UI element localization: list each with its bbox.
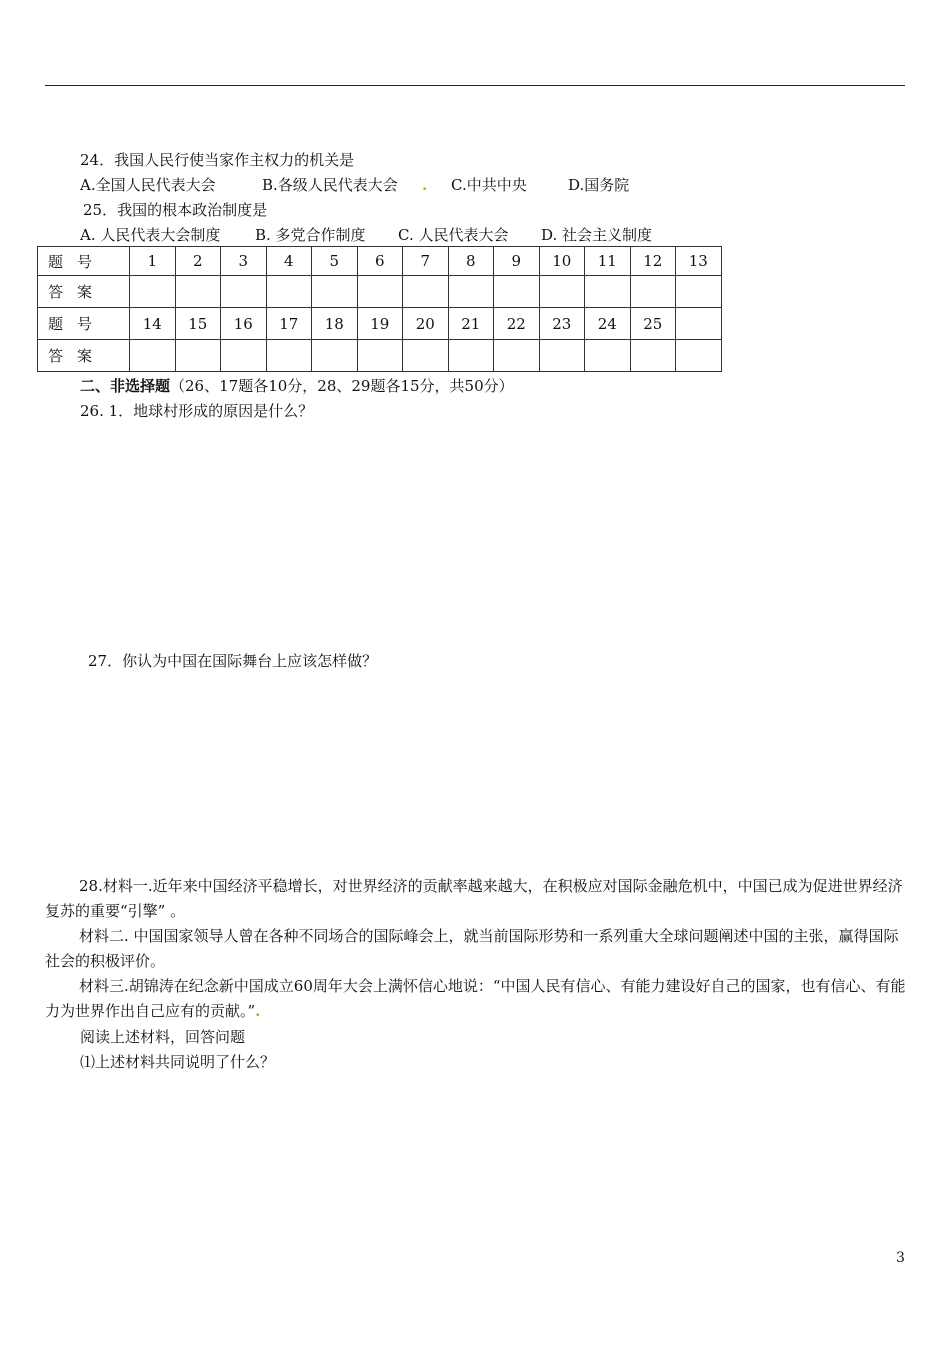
question-number-cell: 14	[130, 308, 176, 340]
question-number-cell: 18	[312, 308, 358, 340]
answer-cell[interactable]	[676, 276, 722, 308]
answer-cell[interactable]	[448, 276, 494, 308]
question-27: 27．你认为中国在国际舞台上应该怎样做？	[88, 652, 378, 670]
question-24-stem: 24．我国人民行使当家作主权力的机关是	[80, 151, 355, 169]
answer-cell[interactable]	[312, 340, 358, 372]
question-number-cell: 24	[585, 308, 631, 340]
question-28-instruction: 阅读上述材料，回答问题	[80, 1028, 246, 1046]
question-number-cell: 6	[357, 247, 403, 276]
question-28-material-1: 28.材料一.近年来中国经济平稳增长，对世界经济的贡献率越来越大，在积极应对国际金融危机中，中国已成为促进世界经济复苏的重要“引擎” 。	[45, 877, 903, 920]
table-row	[38, 340, 722, 372]
question-number-cell: 7	[403, 247, 449, 276]
answer-cell[interactable]	[494, 276, 540, 308]
question-25-option-a: A. 人民代表大会制度	[80, 226, 221, 244]
question-number-cell: 11	[585, 247, 631, 276]
question-24-option-d: D.国务院	[568, 176, 630, 194]
question-number-cell: 21	[448, 308, 494, 340]
question-number-cell	[676, 308, 722, 340]
answer-cell[interactable]	[175, 276, 221, 308]
answer-cell[interactable]	[266, 276, 312, 308]
answer-cell[interactable]	[448, 340, 494, 372]
question-25-stem: 25．我国的根本政治制度是	[83, 201, 268, 219]
question-28-sub-1: ⑴上述材料共同说明了什么？	[80, 1053, 276, 1071]
question-number-cell: 3	[221, 247, 267, 276]
answer-cell[interactable]	[312, 276, 358, 308]
table-row	[38, 308, 722, 340]
answer-cell[interactable]	[130, 340, 176, 372]
question-number-cell: 9	[494, 247, 540, 276]
stray-dot: .	[255, 1002, 261, 1020]
answer-cell[interactable]	[130, 276, 176, 308]
question-number-cell: 23	[539, 308, 585, 340]
answer-cell[interactable]	[357, 340, 403, 372]
question-number-cell: 13	[676, 247, 722, 276]
question-24-option-a: A.全国人民代表大会	[80, 176, 216, 194]
question-25-option-b: B. 多党合作制度	[255, 226, 366, 244]
question-number-cell: 8	[448, 247, 494, 276]
answer-cell[interactable]	[403, 340, 449, 372]
section-2-note: （26、17题各10分，28、29题各15分，共50分）	[170, 377, 514, 395]
question-number-cell: 15	[175, 308, 221, 340]
stray-dot: .	[422, 176, 428, 194]
answer-cell[interactable]	[221, 340, 267, 372]
question-number-cell: 25	[630, 308, 676, 340]
answer-cell[interactable]	[494, 340, 540, 372]
question-24-option-c: C.中共中央	[451, 176, 527, 194]
header-rule	[45, 85, 905, 86]
answer-cell[interactable]	[676, 340, 722, 372]
question-28-material-3	[45, 974, 907, 1024]
answer-cell[interactable]	[175, 340, 221, 372]
answer-cell[interactable]	[266, 340, 312, 372]
answer-cell[interactable]	[357, 276, 403, 308]
table-row	[38, 247, 722, 276]
table-label-cell: 答案	[38, 276, 130, 308]
question-number-cell: 16	[221, 308, 267, 340]
answer-cell[interactable]	[585, 276, 631, 308]
table-label-cell: 题号	[38, 247, 130, 276]
question-number-cell: 1	[130, 247, 176, 276]
question-26: 26. 1．地球村形成的原因是什么？	[80, 402, 314, 420]
question-25-option-d: D. 社会主义制度	[541, 226, 653, 244]
answer-table	[37, 246, 722, 372]
question-25-option-c: C. 人民代表大会	[398, 226, 509, 244]
answer-cell[interactable]	[585, 340, 631, 372]
answer-cell[interactable]	[630, 276, 676, 308]
question-number-cell: 10	[539, 247, 585, 276]
table-label-cell: 题号	[38, 308, 130, 340]
question-number-cell: 20	[403, 308, 449, 340]
question-28-material-2: 材料二. 中国国家领导人曾在各种不同场合的国际峰会上，就当前国际形势和一系列重大全球问题阐述中国的主张，赢得国际社会的积极评价。	[45, 927, 899, 970]
question-number-cell: 19	[357, 308, 403, 340]
answer-cell[interactable]	[221, 276, 267, 308]
section-2-title: 二、非选择题	[80, 377, 171, 395]
question-number-cell: 22	[494, 308, 540, 340]
material-3-text: 材料三.胡锦涛在纪念新中国成立60周年大会上满怀信心地说：“中国人民有信心、有能力建设好自己的国家，也有信心、有能力为世界作出自己应有的贡献。”	[45, 977, 906, 1020]
question-24-option-b: B.各级人民代表大会	[262, 176, 398, 194]
answer-cell[interactable]	[539, 340, 585, 372]
answer-cell[interactable]	[403, 276, 449, 308]
question-number-cell: 4	[266, 247, 312, 276]
answer-cell[interactable]	[630, 340, 676, 372]
page-number: 3	[896, 1250, 905, 1266]
question-number-cell: 17	[266, 308, 312, 340]
question-number-cell: 2	[175, 247, 221, 276]
section-2-header	[80, 376, 514, 396]
question-number-cell: 5	[312, 247, 358, 276]
answer-cell[interactable]	[539, 276, 585, 308]
question-number-cell: 12	[630, 247, 676, 276]
table-row	[38, 276, 722, 308]
table-label-cell: 答案	[38, 340, 130, 372]
